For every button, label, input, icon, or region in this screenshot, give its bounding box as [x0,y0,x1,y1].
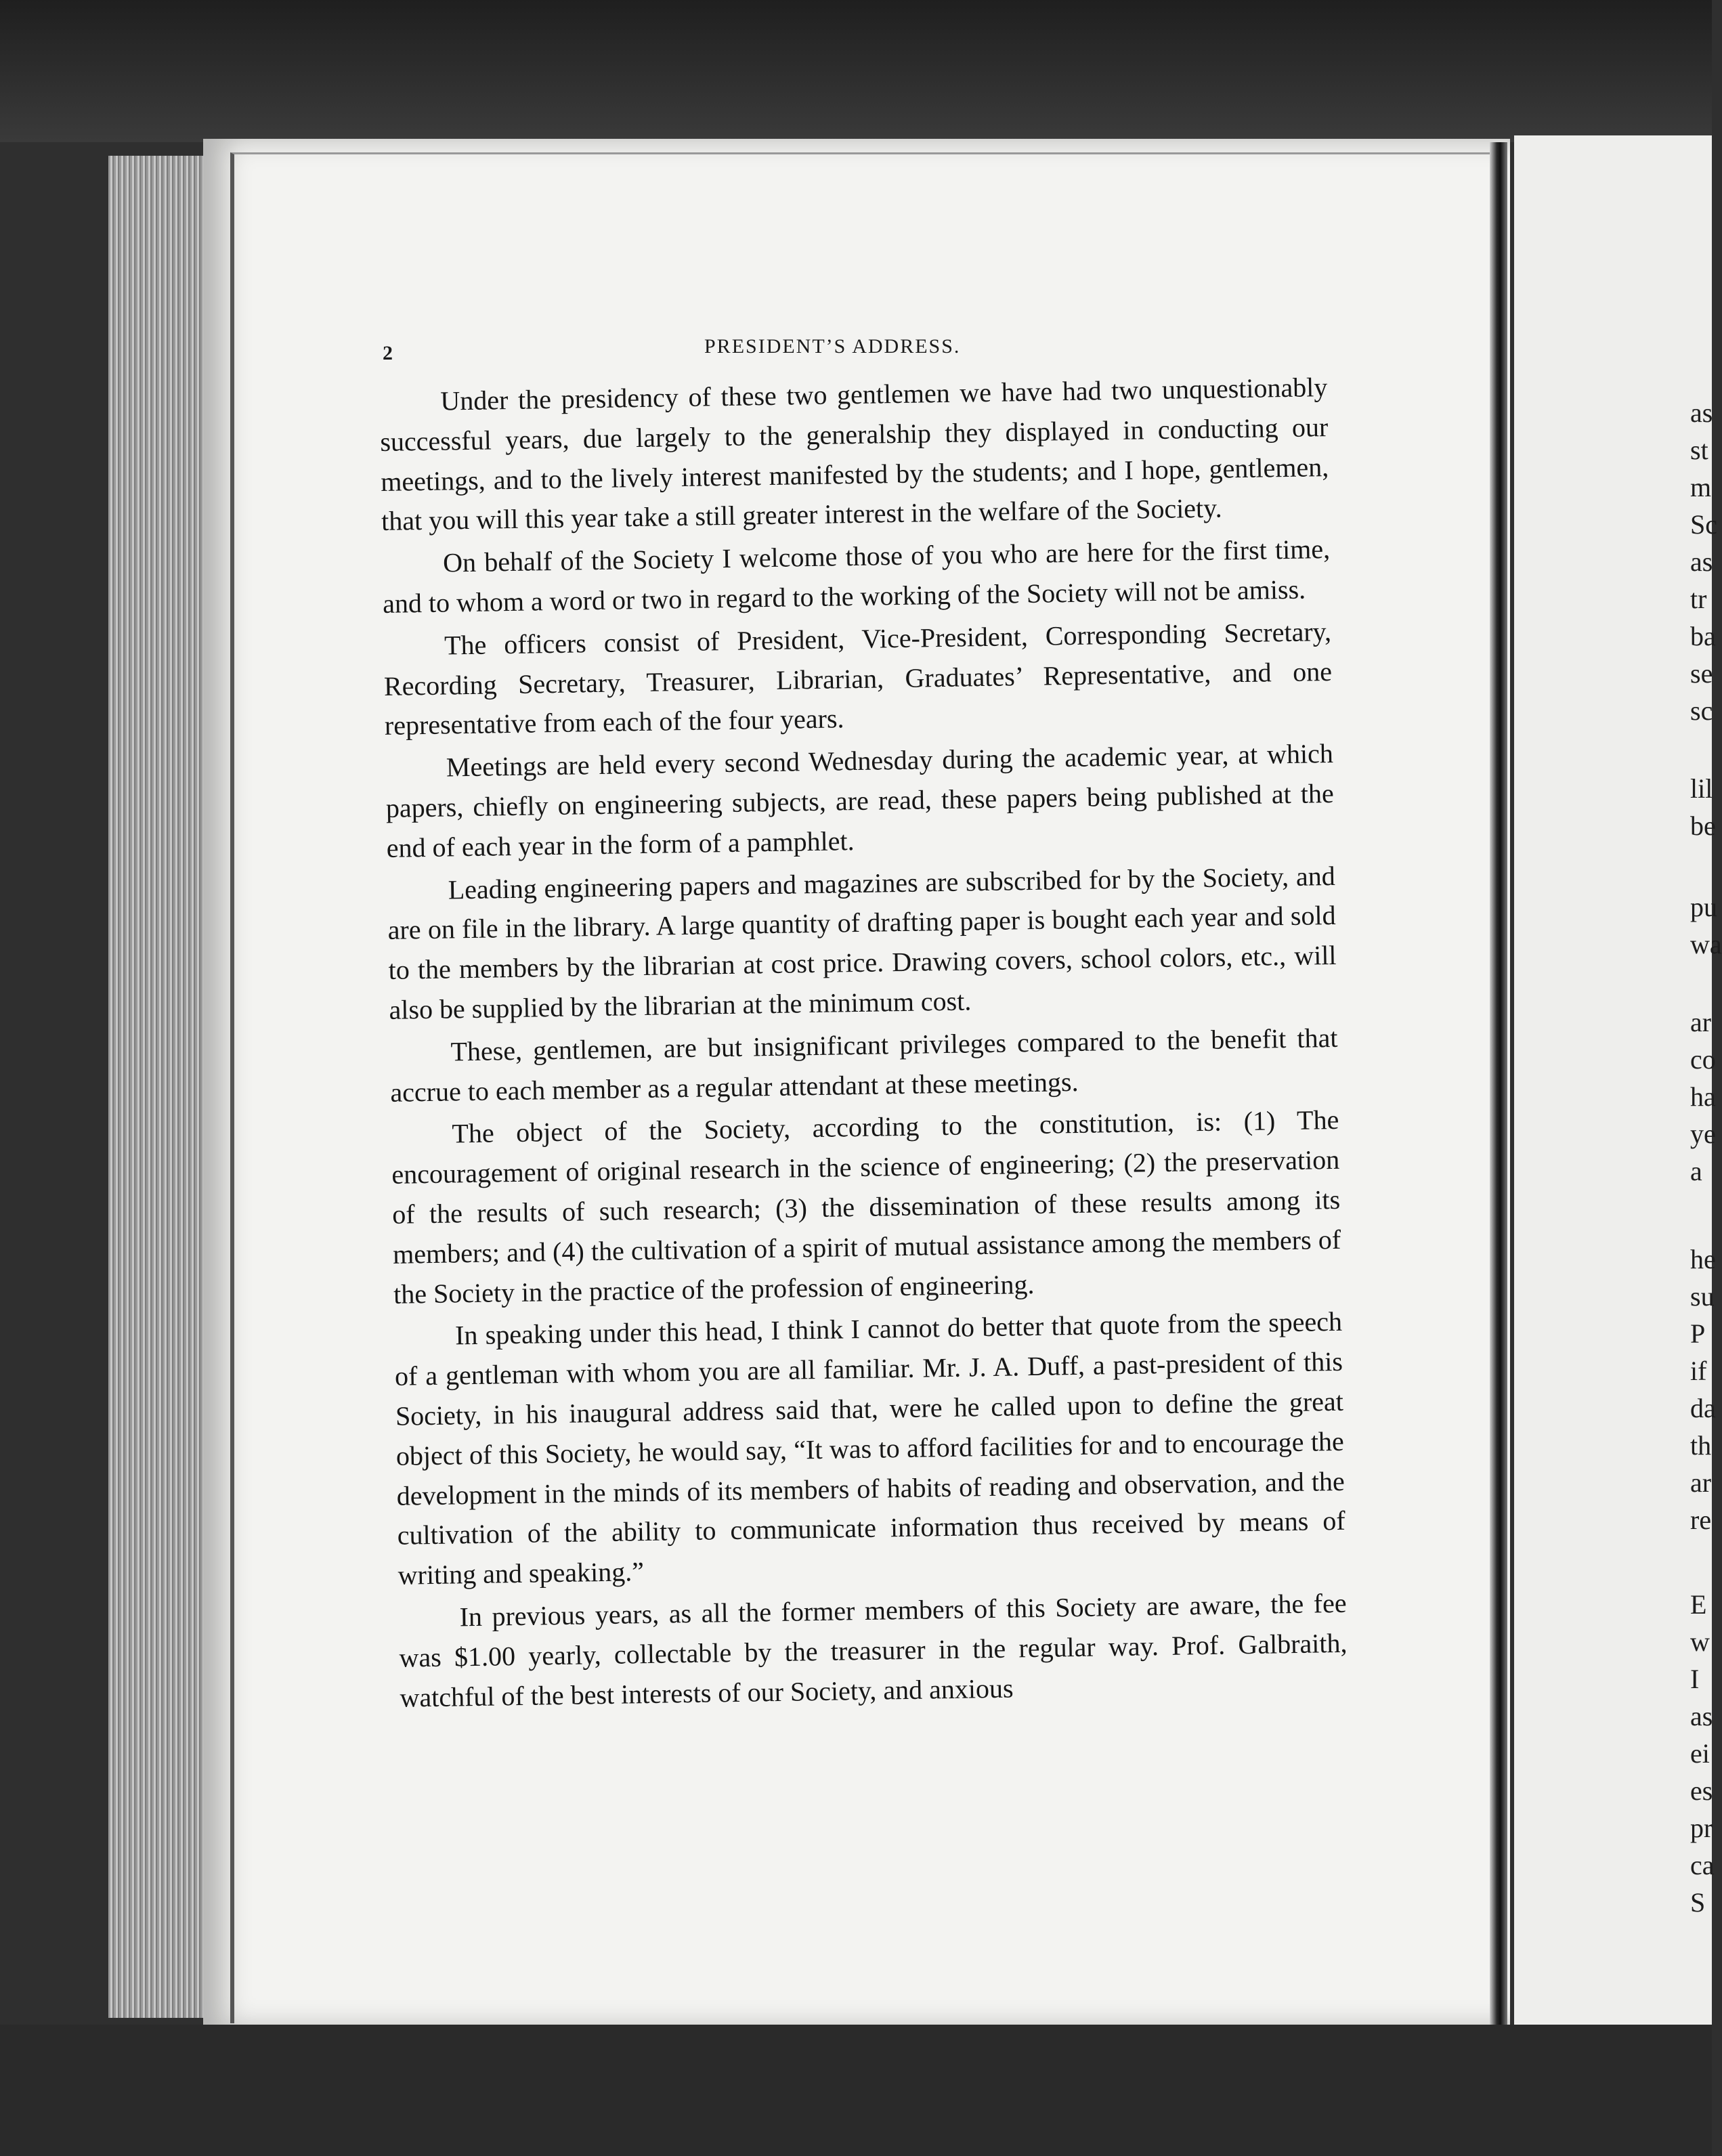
facing-page-fragment: a [1690,1156,1702,1186]
paragraph: On behalf of the Society I welcome those of you who are here for the first time, and to whom a word or two in regard to the working of the Society will not be amiss. [382,534,1331,619]
facing-page-fragment: ca [1690,1850,1715,1880]
facing-page-fragment: be [1690,811,1716,841]
paragraph: Meetings are held every second Wednesday during the academic year, at which papers, chiefly on engineering subjects, are read, these papers being published at the end of each year in the form of a pamphlet. [385,738,1335,863]
book-page-edges [108,156,210,2018]
facing-page-fragment: as [1690,397,1713,428]
facing-page [1514,135,1722,2031]
running-title: PRESIDENT’S ADDRESS. [704,335,961,358]
facing-page-fragment: st [1690,435,1708,465]
facing-page-fragment: sc [1690,695,1713,726]
paragraph: In speaking under this head, I think I cannot do better that quote from the speech of a gentleman with whom you are all familiar. Mr. J. A. Duff, a past-president of this Society, in his inaugural address said that, were he called upon to define the great object of this Society, he would say, “It was to afford facilities for and to encourage the development in the minds of its members of habits of reading and observation, and the cultivation of the ability to communicate information thus received by means of writing and speaking.” [394,1306,1346,1591]
facing-page-fragment: ha [1690,1081,1716,1112]
facing-page-fragment: wa [1690,929,1722,960]
facing-page-fragment: S [1690,1887,1706,1918]
facing-page-fragment: ei [1690,1738,1710,1769]
facing-page-fragment: ar [1690,1467,1712,1498]
paragraph: The officers consist of President, Vice-President, Corresponding Secretary, Recording Secretary, Treasurer, Librarian, Graduates’ Representative, and one representative from each of the four years. [383,616,1333,741]
facing-page-fragment: as [1690,546,1713,577]
paragraph: These, gentlemen, are but insignificant privileges compared to the benefit that accrue to each member as a regular attendant at these meetings. [390,1022,1338,1108]
body-text [379,368,1348,1718]
facing-page-fragment: m [1690,472,1712,502]
facing-page-fragment: I [1690,1664,1700,1694]
paragraph: The object of the Society, according to the constitution, is: (1) The encouragement of original research in the science of engineering; (2) the preservation of the results of such research; (3) the dissemination of these results among its members; and (4) the cultivation of a spirit of mutual assistance among the members of the Society in the practice of the profession of engineering. [391,1104,1341,1310]
facing-page-fragment: as [1690,1701,1713,1731]
paragraph: Leading engineering papers and magazines are subscribed for by the Society, and are on file in the library. A large quantity of drafting paper is bought each year and sold to the members by the librarian at cost price. Drawing covers, school colors, etc., will also be supplied by the librarian at the minimum cost. [387,860,1337,1025]
facing-page-fragment: re [1690,1505,1712,1535]
facing-page-fragment: es [1690,1775,1713,1806]
facing-page-fragment: da [1690,1393,1716,1423]
facing-page-fragment: th [1690,1430,1712,1461]
facing-page-fragment: co [1690,1044,1716,1075]
facing-page-fragment: he [1690,1244,1716,1274]
facing-page-fragment: ye [1690,1119,1716,1149]
facing-page-fragment: tr [1690,584,1707,614]
page-number: 2 [383,342,393,364]
paragraph: Under the presidency of these two gentlemen we have had two unquestionably successful years, due largely to the generalship they displayed in conducting our meetings, and to the lively interest manifested by the students; and I hope, gentlemen, that you will this year take a still greater interest in the welfare of the Society. [380,372,1329,537]
scanner-background-top [0,0,1712,142]
facing-page-fragment: P [1690,1318,1706,1349]
book-gutter [1490,142,1507,2025]
facing-page-fragment: ba [1690,621,1716,651]
paragraph: In previous years, as all the former members of this Society are aware, the fee was $1.00 yearly, collectable by the treasurer in the regular way. Prof. Galbraith, watchful of the best interests of our Society, and anxious [399,1587,1348,1713]
facing-page-fragment: pr [1690,1813,1713,1843]
facing-page-fragment: lil [1690,773,1713,804]
facing-page-fragment: ar [1690,1007,1712,1037]
facing-page-fragment: E [1690,1589,1707,1620]
facing-page-fragment: se [1690,658,1713,689]
facing-page-fragment: pu [1690,892,1717,922]
facing-page-fragment: su [1690,1281,1715,1312]
scanner-background-bottom [0,2025,1712,2156]
facing-page-fragment: Sc [1690,509,1717,540]
facing-page-fragment: w [1690,1626,1710,1657]
facing-page-fragment: if [1690,1356,1707,1386]
